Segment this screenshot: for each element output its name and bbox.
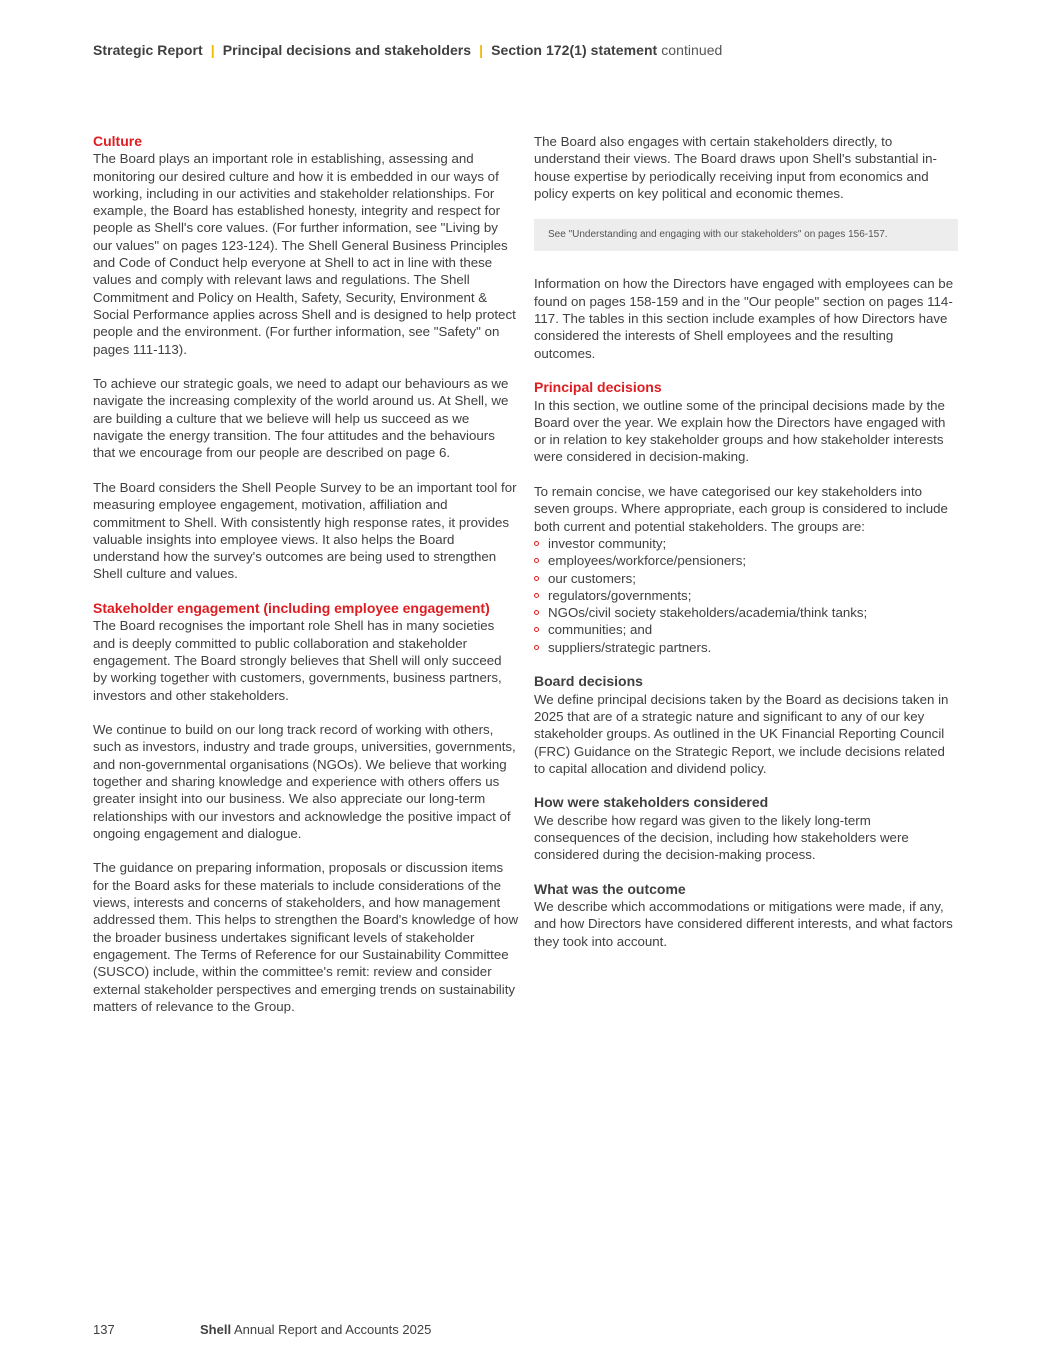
brand-name: Shell [200, 1322, 232, 1337]
bullet-icon [534, 558, 539, 563]
board-decisions-heading: Board decisions [534, 673, 643, 690]
bullet-icon [534, 541, 539, 546]
left-column [93, 133, 519, 1032]
list-item: employees/workforce/pensioners; [534, 552, 958, 569]
report-title: Annual Report and Accounts 2025 [233, 1322, 432, 1337]
list-item: investor community; [534, 535, 958, 552]
list-item: NGOs/civil society stakeholders/academia/think tanks; [534, 604, 958, 621]
engagement-paragraph-2: We continue to build on our long track record of working with others, such as investors, industry and trade groups, universities, governments, and non-governmental organisations (NGOs). We believe that working together and sharing knowledge and experience with others offers us greater insight into our business. We also appreciate our long-term relationships with our investors and acknowledge the positive impact of ongoing engagement and dialogue. [93, 722, 516, 841]
right-column [534, 133, 958, 967]
footer-brand [200, 1322, 431, 1337]
running-header [93, 42, 722, 58]
list-item: communities; and [534, 621, 958, 638]
header-separator: | [210, 42, 215, 58]
list-item: our customers; [534, 570, 958, 587]
list-item: suppliers/strategic partners. [534, 639, 958, 656]
principal-decisions-paragraph-1: In this section, we outline some of the principal decisions made by the Board over the year. We explain how the Directors have engaged with or in relation to key stakeholder groups and how stakeholder interests were considered in decision-making. [534, 397, 946, 465]
engagement-paragraph-1: The Board recognises the important role Shell has in many societies and is deeply committed to public collaboration and stakeholder engagement. The Board strongly believes that Shell will only succeed by working together with customers, governments, business partners, investors and other stakeholders. [93, 618, 502, 703]
bullet-icon [534, 610, 539, 615]
culture-heading: Culture [93, 133, 142, 149]
stakeholder-groups-list [534, 535, 958, 656]
principal-decisions-heading: Principal decisions [534, 379, 662, 396]
culture-paragraph-1: The Board plays an important role in establishing, assessing and monitoring our desired culture and how it is embedded in our ways of working, including in our activities and stakeholder relationships. For example, the Board has established honesty, integrity and respect for people as Shell's core values. (For further information, see "Living by our values" on pages 123-124). The Shell General Business Principles and Code of Conduct help everyone at Shell to act in line with these values and comply with relevant laws and regulations. The Shell Commitment and Policy on Health, Safety, Security, Environment & Social Performance applies across Shell and is designed to help protect people and the environment. (For further information, see "Safety" on pages 111-113). [93, 151, 516, 357]
stakeholders-considered-heading: How were stakeholders considered [534, 794, 769, 811]
culture-paragraph-3: The Board considers the Shell People Survey to be an important tool for measuring employee engagement, motivation, affiliation and commitment to Shell. With consistently high response rates, it provides valuable insights into employee views. It also helps the Board understand how the survey's outcomes are being used to strengthen Shell culture and values. [93, 479, 517, 582]
bullet-icon [534, 576, 539, 581]
bullet-icon [534, 593, 539, 598]
engagement-paragraph-3: The guidance on preparing information, proposals or discussion items for the Board asks for these materials to include considerations of the views, interests and concerns of stakeholders, and how management addressed them. This helps to strengthen the Board's knowledge of how the broader business undertakes significant levels of stakeholder engagement. The Terms of Reference for our Sustainability Committee (SUSCO) include, within the committee's remit: review and consider external stakeholder perspectives and emerging trends on sustainability matters of relevance to the Group. [93, 860, 519, 1014]
stakeholder-engagement-heading: Stakeholder engagement (including employee engagement) [93, 600, 490, 617]
principal-decisions-paragraph-2: To remain concise, we have categorised our key stakeholders into seven groups. Where appropriate, each group is considered to include both current and potential stakeholders. The groups are: [534, 484, 948, 534]
direct-engagement-paragraph: The Board also engages with certain stakeholders directly, to understand their views. The Board draws upon Shell's substantial in-house expertise by periodically receiving input from economics and policy experts on key political and economic themes. [534, 134, 937, 201]
employee-engagement-paragraph: Information on how the Directors have engaged with employees can be found on pages 158-159 and in the "Our people" section on pages 114-117. The tables in this section include examples of how Directors have considered the interests of Shell employees and the resulting outcomes. [534, 276, 954, 361]
header-subsection: Principal decisions and stakeholders [222, 42, 472, 58]
list-item: regulators/governments; [534, 587, 958, 604]
stakeholders-considered-paragraph: We describe how regard was given to the likely long-term consequences of the decision, including how stakeholders were considered during the decision-making process. [534, 812, 909, 863]
header-continued: continued [661, 42, 723, 58]
bullet-icon [534, 627, 539, 632]
outcome-heading: What was the outcome [534, 880, 686, 897]
header-section: Strategic Report [93, 42, 203, 58]
header-separator: | [479, 42, 484, 58]
board-decisions-paragraph: We define principal decisions taken by the Board as decisions taken in 2025 that are of a strategic nature and significant to any of our key stakeholder groups. As outlined in the UK Financial Reporting Council (FRC) Guidance on the Strategic Report, we include decisions related to capital allocation and dividend policy. [534, 691, 949, 776]
outcome-paragraph: We describe which accommodations or mitigations were made, if any, and how Directors have considered different interests, and what factors they took into account. [534, 899, 953, 949]
header-statement: Section 172(1) statement [491, 42, 658, 58]
page-number: 137 [93, 1322, 115, 1337]
culture-paragraph-2: To achieve our strategic goals, we need to adapt our behaviours as we navigate the increasing complexity of the world around us. At Shell, we are building a culture that we believe will help us succeed as we navigate the energy transition. The four attitudes and the behaviours that we encourage from our people are described on page 6. [93, 376, 509, 461]
cross-reference-note: See "Understanding and engaging with our stakeholders" on pages 156-157. [534, 219, 958, 251]
bullet-icon [534, 645, 539, 650]
